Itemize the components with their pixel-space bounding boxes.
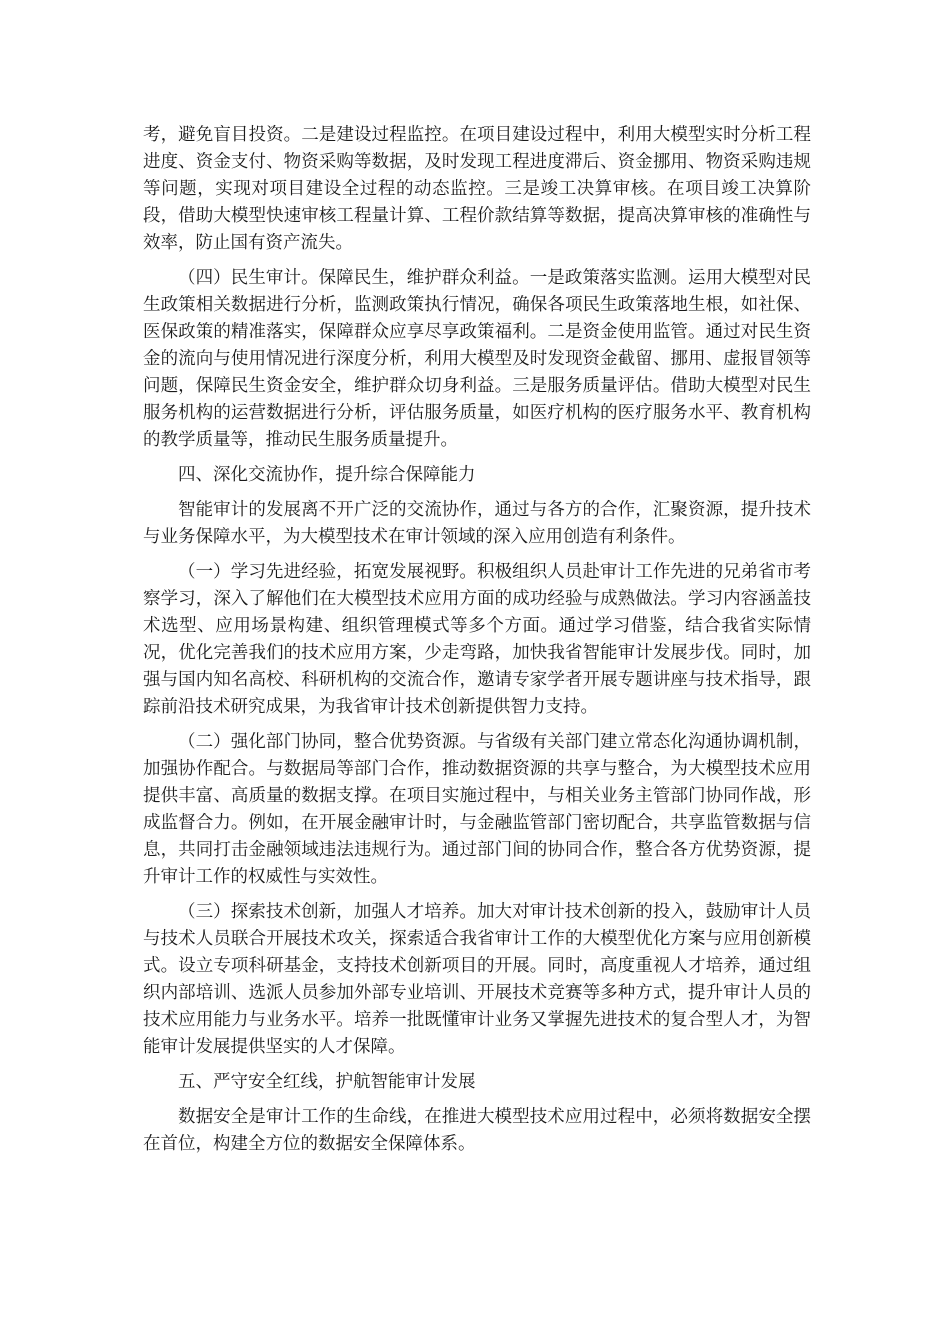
paragraph-department-coordination: （二）强化部门协同，整合优势资源。与省级有关部门建立常态化沟通协调机制，加强协作配合。与数据局等部门合作，推动数据资源的共享与整合，为大模型技术应用提供丰富、高质量的数据支撑。在项目实施过程中，与相关业务主管部门协同作战，形成监督合力。例如，在开展金融审计时，与金融监管部门密切配合，共享监管数据与信息，共同打击金融领域违法违规行为。通过部门间的协同合作，整合各方优势资源，提升审计工作的权威性与实效性。 — [143, 732, 811, 887]
document-body — [143, 122, 811, 1166]
paragraph-continuation: 考，避免盲目投资。二是建设过程监控。在项目建设过程中，利用大模型实时分析工程进度、资金支付、物资采购等数据，及时发现工程进度滞后、资金挪用、物资采购违规等问题，实现对项目建设全过程的动态监控。三是竣工决算审核。在项目竣工决算阶段，借助大模型快速审核工程量计算、工程价款结算等数据，提高决算审核的准确性与效率，防止国有资产流失。 — [143, 125, 811, 253]
paragraph-data-security: 数据安全是审计工作的生命线，在推进大模型技术应用过程中，必须将数据安全摆在首位，构建全方位的数据安全保障体系。 — [143, 1107, 811, 1154]
section-heading-four: 四、深化交流协作，提升综合保障能力 — [178, 465, 476, 485]
paragraph-tech-innovation: （三）探索技术创新，加强人才培养。加大对审计技术创新的投入，鼓励审计人员与技术人员联合开展技术攻关，探索适合我省审计工作的大模型优化方案与应用创新模式。设立专项科研基金，支持技术创新项目的开展。同时，高度重视人才培养，通过组织内部培训、选派人员参加外部专业培训、开展技术竞赛等多种方式，提升审计人员的技术应用能力与业务水平。培养一批既懂审计业务又掌握先进技术的复合型人才，为智能审计发展提供坚实的人才保障。 — [143, 902, 811, 1057]
paragraph-livelihood-audit: （四）民生审计。保障民生，维护群众利益。一是政策落实监测。运用大模型对民生政策相关数据进行分析，监测政策执行情况，确保各项民生政策落地生根，如社保、医保政策的精准落实，保障群众应享尽享政策福利。二是资金使用监管。通过对民生资金的流向与使用情况进行深度分析，利用大模型及时发现资金截留、挪用、虚报冒领等问题，保障民生资金安全，维护群众切身利益。三是服务质量评估。借助大模型对民生服务机构的运营数据进行分析，评估服务质量，如医疗机构的医疗服务水平、教育机构的教学质量等，推动民生服务质量提升。 — [143, 268, 811, 450]
section-heading-five: 五、严守安全红线，护航智能审计发展 — [178, 1072, 476, 1092]
paragraph-section-four-intro: 智能审计的发展离不开广泛的交流协作，通过与各方的合作，汇聚资源，提升技术与业务保障水平，为大模型技术在审计领域的深入应用创造有利条件。 — [143, 500, 811, 547]
paragraph-learn-experience: （一）学习先进经验，拓宽发展视野。积极组织人员赴审计工作先进的兄弟省市考察学习，深入了解他们在大模型技术应用方面的成功经验与成熟做法。学习内容涵盖技术选型、应用场景构建、组织管理模式等多个方面。通过学习借鉴，结合我省实际情况，优化完善我们的技术应用方案，少走弯路，加快我省智能审计发展步伐。同时，加强与国内知名高校、科研机构的交流合作，邀请专家学者开展专题讲座与技术指导，跟踪前沿技术研究成果，为我省审计技术创新提供智力支持。 — [143, 562, 811, 717]
